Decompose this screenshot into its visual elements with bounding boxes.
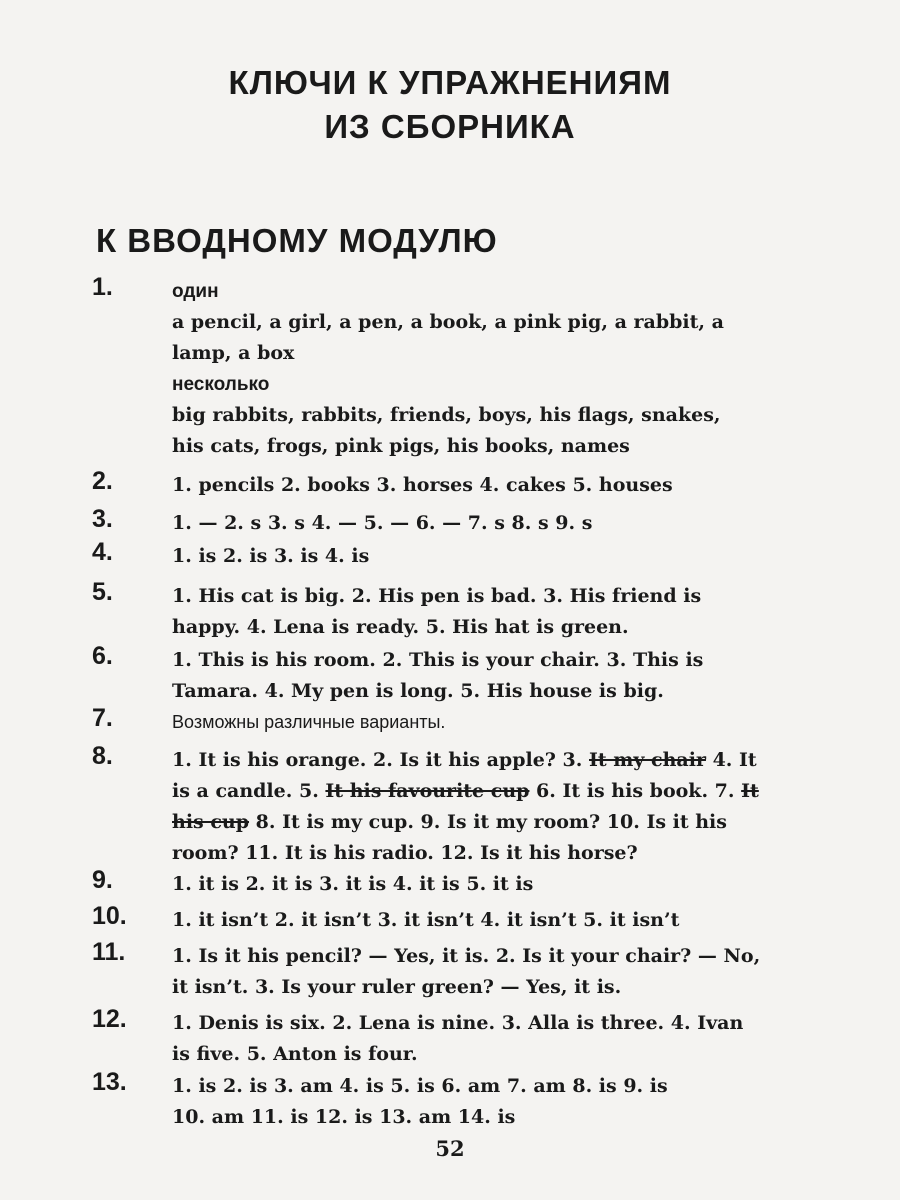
answer-line	[172, 745, 840, 776]
exercise-number: 6.	[92, 642, 113, 670]
title-line-2: ИЗ СБОРНИКА	[324, 108, 576, 145]
answer-line: 1. pencils 2. books 3. horses 4. cakes 5. houses	[172, 474, 673, 496]
answer-line: is five. 5. Anton is four.	[172, 1043, 418, 1065]
answer-line	[172, 776, 840, 807]
answer-line: room? 11. It is his radio. 12. Is it his horse?	[172, 842, 638, 864]
struck-out-text: It his favourite cup	[325, 780, 530, 802]
title-line-1: КЛЮЧИ К УПРАЖНЕНИЯМ	[228, 64, 672, 101]
answer-line: 1. — 2. s 3. s 4. — 5. — 6. — 7. s 8. s 9. s	[172, 512, 593, 534]
exercise-answer	[172, 1008, 840, 1070]
exercise-answer	[172, 707, 840, 738]
exercise-answer	[172, 645, 840, 707]
exercise-number: 4.	[92, 538, 113, 566]
answer-line: 1. Denis is six. 2. Lena is nine. 3. Alla is three. 4. Ivan	[172, 1012, 744, 1034]
answer-line: 1. This is his room. 2. This is your chair. 3. This is	[172, 649, 704, 671]
exercise-number: 3.	[92, 505, 113, 533]
exercise-number: 11.	[92, 938, 126, 966]
answer-line: 1. it isn’t 2. it isn’t 3. it isn’t 4. it isn’t 5. it isn’t	[172, 909, 680, 931]
answer-line: 1. is 2. is 3. am 4. is 5. is 6. am 7. am 8. is 9. is	[172, 1075, 668, 1097]
answer-line: big rabbits, rabbits, friends, boys, his flags, snakes,	[172, 404, 721, 426]
answer-line: happy. 4. Lena is ready. 5. His hat is green.	[172, 616, 629, 638]
exercise-answer	[172, 508, 840, 539]
exercise-answer	[172, 276, 840, 462]
section-heading: К ВВОДНОМУ МОДУЛЮ	[96, 222, 498, 259]
exercise-number: 5.	[92, 578, 113, 606]
answer-line: 1. is 2. is 3. is 4. is	[172, 545, 370, 567]
exercise-number: 10.	[92, 902, 127, 930]
exercise-number: 9.	[92, 866, 113, 894]
exercise-number: 2.	[92, 467, 113, 495]
exercise-number: 12.	[92, 1005, 127, 1033]
exercise-answer	[172, 745, 840, 869]
answer-text: 6. It is his book. 7.	[529, 780, 742, 802]
exercise-number: 13.	[92, 1068, 127, 1096]
answer-line: it isn’t. 3. Is your ruler green? — Yes, it is.	[172, 976, 622, 998]
answer-line	[172, 807, 840, 838]
answer-line: lamp, a box	[172, 342, 295, 364]
exercise-answer	[172, 905, 840, 936]
exercise-number: 7.	[92, 704, 113, 732]
answer-line: Tamara. 4. My pen is long. 5. His house is big.	[172, 680, 664, 702]
answer-line: 1. Is it his pencil? — Yes, it is. 2. Is it your chair? — No,	[172, 945, 761, 967]
answer-line: a pencil, a girl, a pen, a book, a pink pig, a rabbit, a	[172, 311, 724, 333]
group-label-one: один	[172, 281, 219, 302]
exercise-number: 8.	[92, 742, 113, 770]
answer-line: 10. am 11. is 12. is 13. am 14. is	[172, 1106, 516, 1128]
answer-line: 1. His cat is big. 2. His pen is bad. 3. His friend is	[172, 585, 702, 607]
page-number: 52	[435, 1136, 465, 1161]
answer-text: 1. It is his orange. 2. Is it his apple? 3.	[172, 749, 589, 771]
exercise-answer	[172, 470, 840, 501]
exercise-answer	[172, 941, 840, 1003]
group-label-several: несколько	[172, 374, 270, 395]
answer-line: 1. it is 2. it is 3. it is 4. it is 5. it is	[172, 873, 534, 895]
struck-out-text: his cup	[172, 811, 250, 833]
answer-text: is a candle. 5.	[172, 780, 326, 802]
exercise-answer	[172, 541, 840, 572]
answer-text: 4. It	[705, 749, 757, 771]
exercise-answer	[172, 1071, 840, 1133]
struck-out-text: It	[741, 780, 759, 802]
exercise-answer	[172, 869, 840, 900]
answer-line: his cats, frogs, pink pigs, his books, names	[172, 435, 630, 457]
struck-out-text: It my chair	[589, 749, 706, 771]
exercise-number: 1.	[92, 273, 113, 301]
answer-line: Возможны различные варианты.	[172, 712, 446, 732]
exercise-answer	[172, 581, 840, 643]
answer-text: 8. It is my cup. 9. Is it my room? 10. Is it his	[249, 811, 727, 833]
